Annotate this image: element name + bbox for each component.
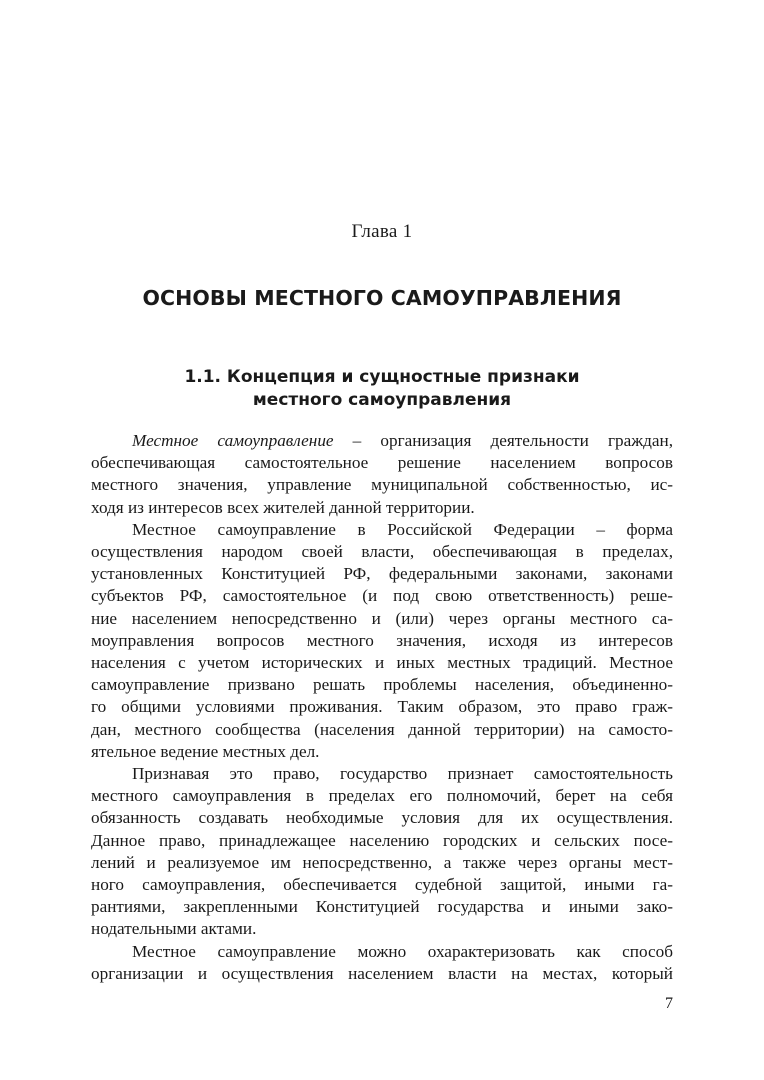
section-title-line-2: местного самоуправления — [252, 390, 512, 410]
paragraph-line: нодательными актами. — [91, 919, 257, 939]
paragraph-line: ходя из интересов всех жителей данной территории. — [91, 497, 475, 517]
body-text — [91, 430, 673, 985]
paragraph-line: дан, местного сообщества (населения данной территории) на самосто- — [91, 719, 673, 739]
paragraph-line: Местное самоуправление в Российской Федерации – форма — [132, 519, 673, 539]
paragraph-line: установленных Конституцией РФ, федеральными законами, законами — [91, 564, 673, 584]
paragraph-line: Признавая это право, государство признает самостоятельность — [132, 764, 673, 784]
paragraph-line: моуправления вопросов местного значения, исходя из интересов — [91, 630, 673, 650]
paragraph-line: Данное право, принадлежащее населению городских и сельских посе- — [91, 830, 673, 850]
page-number: 7 — [665, 995, 673, 1012]
paragraph-line: обязанность создавать необходимые условия для их осуществления. — [91, 808, 673, 828]
section-title-line-1: 1.1. Концепция и сущностные признаки — [184, 367, 580, 387]
paragraph-2 — [91, 519, 673, 763]
section-title — [0, 366, 764, 412]
chapter-label: Глава 1 — [351, 221, 413, 242]
paragraph-line: субъектов РФ, самостоятельное (и под свою ответственность) реше- — [91, 586, 673, 606]
paragraph-line: Местное самоуправление можно охарактеризовать как способ — [132, 941, 673, 961]
paragraph-3 — [91, 763, 673, 941]
paragraph-line: ние населением непосредственно и (или) через органы местного са- — [91, 608, 673, 628]
paragraph-line: самоуправление призвано решать проблемы населения, объединенно- — [91, 675, 673, 695]
paragraph-line: местного значения, управление муниципальной собственностью, ис- — [91, 475, 673, 495]
paragraph-line: Местное самоуправление – организация деятельности граждан, — [132, 431, 674, 450]
paragraph-line: осуществления народом своей власти, обеспечивающая в пределах, — [91, 542, 673, 562]
paragraph-line: обеспечивающая самостоятельное решение населением вопросов — [91, 453, 673, 473]
chapter-title: ОСНОВЫ МЕСТНОГО САМОУПРАВЛЕНИЯ — [142, 286, 622, 310]
paragraph-line: ятельное ведение местных дел. — [91, 741, 320, 761]
paragraph-4 — [91, 941, 673, 985]
paragraph-line: организации и осуществления населением власти на местах, который — [91, 963, 673, 983]
paragraph-line: ного самоуправления, обеспечивается судебной защитой, иными га- — [91, 875, 673, 895]
paragraph-line: населения с учетом исторических и иных местных традиций. Местное — [91, 653, 673, 673]
paragraph-line: рантиями, закрепленными Конституцией государства и иными зако- — [91, 897, 673, 917]
paragraph-line: местного самоуправления в пределах его полномочий, берет на себя — [91, 786, 673, 806]
paragraph-1 — [91, 430, 673, 519]
paragraph-line: лений и реализуемое им непосредственно, а также через органы мест- — [91, 852, 673, 872]
defined-term: Местное самоуправление — [132, 431, 334, 450]
paragraph-line: го общими условиями проживания. Таким образом, это право граж- — [91, 697, 673, 717]
